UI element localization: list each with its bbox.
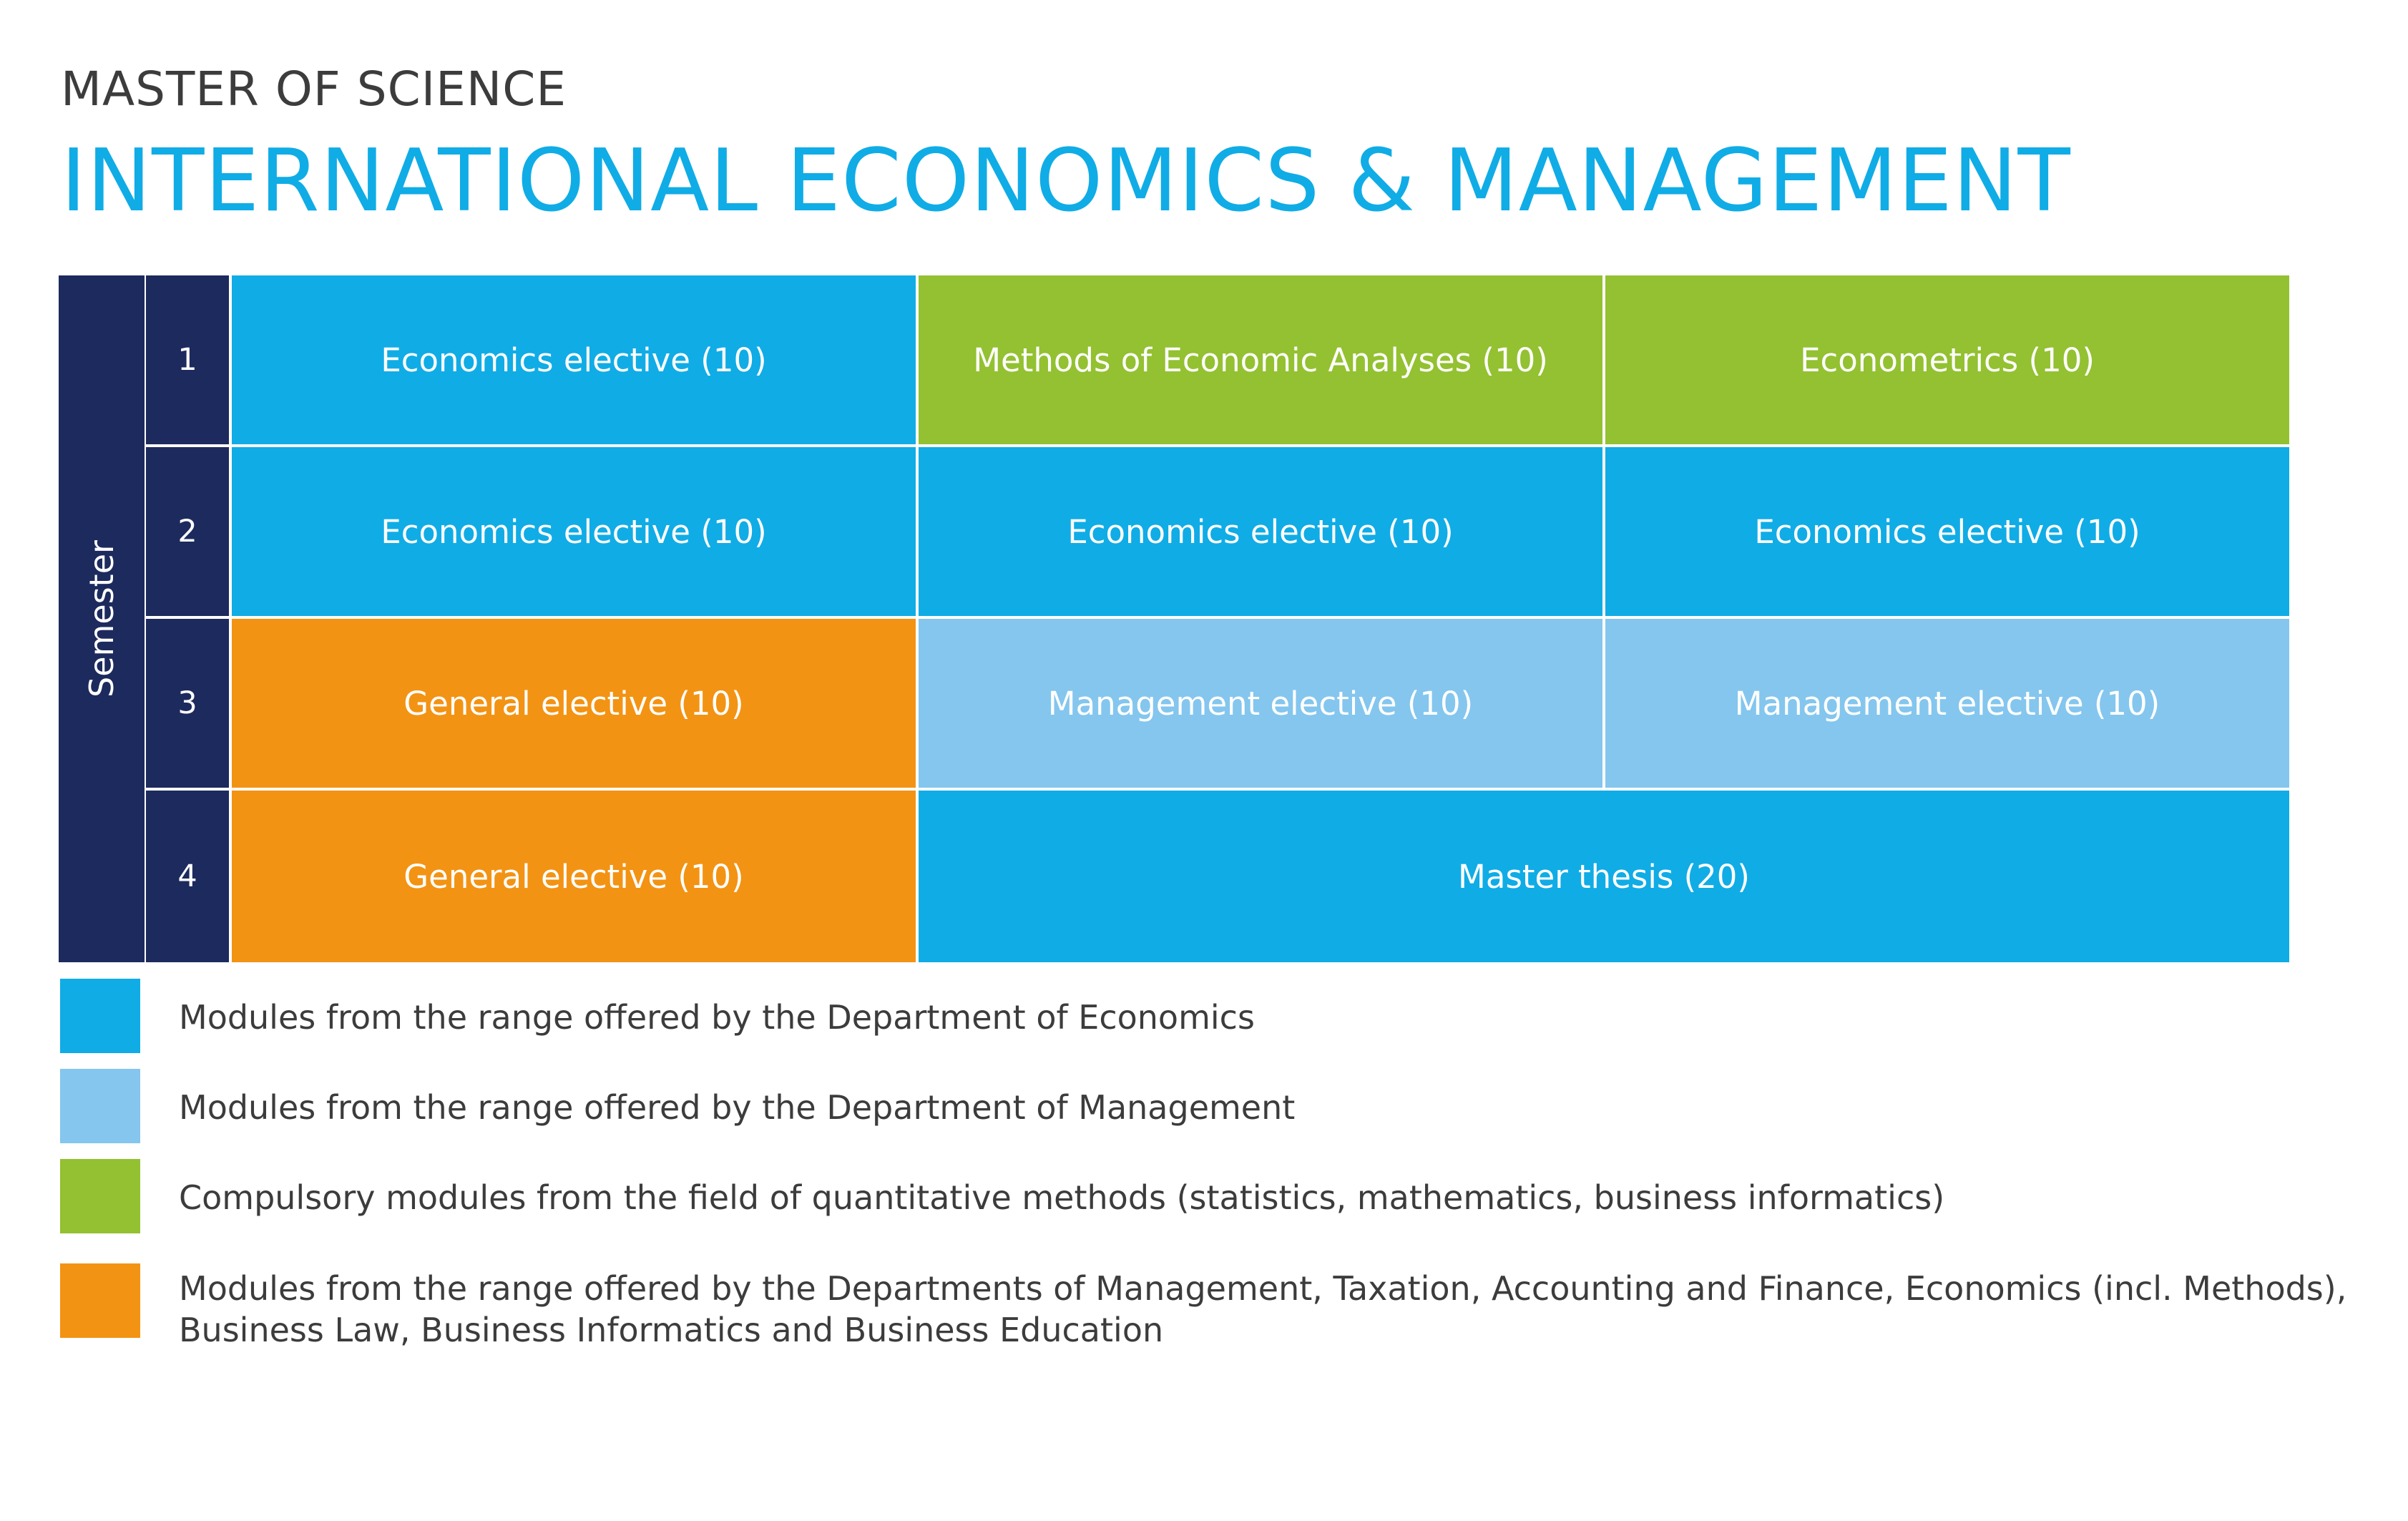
legend-swatch-management — [60, 1069, 140, 1143]
legend-item-economics: Modules from the range offered by the Department of Economics — [179, 998, 1255, 1037]
semester-number: 4 — [146, 791, 229, 962]
legend-item-quantitative: Compulsory modules from the field of quantitative methods (statistics, mathematics, business informatics) — [179, 1178, 1945, 1217]
module-cell: Management elective (10) — [1605, 619, 2289, 788]
legend-swatch-quantitative — [60, 1159, 140, 1233]
page-subtitle: MASTER OF SCIENCE — [61, 62, 567, 117]
module-cell: Econometrics (10) — [1605, 275, 2289, 444]
module-cell: Economics elective (10) — [1605, 447, 2289, 616]
legend-item-management: Modules from the range offered by the Department of Management — [179, 1088, 1296, 1127]
module-cell: Economics elective (10) — [232, 447, 916, 616]
module-cell: Master thesis (20) — [919, 791, 2289, 962]
legend-swatch-economics — [60, 979, 140, 1053]
module-cell: General elective (10) — [232, 791, 916, 962]
page-title: INTERNATIONAL ECONOMICS & MANAGEMENT — [61, 132, 2071, 231]
semester-number: 3 — [146, 619, 229, 788]
semester-number: 2 — [146, 447, 229, 616]
semester-axis-label: Semester — [82, 540, 121, 698]
module-cell: Management elective (10) — [919, 619, 1602, 788]
semester-number: 1 — [146, 275, 229, 444]
legend-swatch-general — [60, 1263, 140, 1338]
module-cell: Economics elective (10) — [919, 447, 1602, 616]
module-cell: Methods of Economic Analyses (10) — [919, 275, 1602, 444]
module-cell: General elective (10) — [232, 619, 916, 788]
module-cell: Economics elective (10) — [232, 275, 916, 444]
legend-item-general: Modules from the range offered by the Departments of Management, Taxation, Accounting and Finance, Economics (incl. Methods), Business Law, Business Informatics and Business Education — [179, 1269, 2347, 1349]
